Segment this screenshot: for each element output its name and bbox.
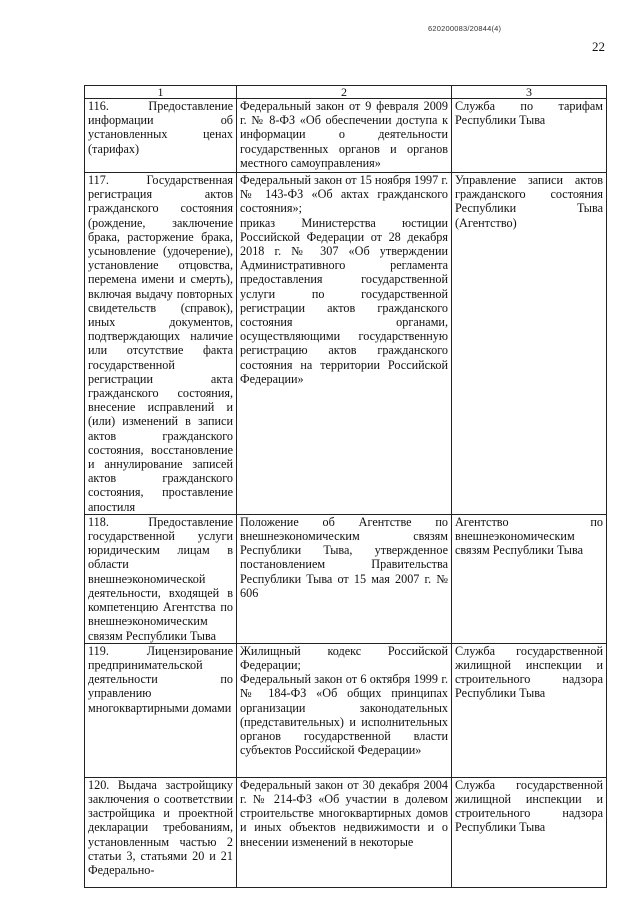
legal-basis-text: Положение об Агентстве по внешнеэкономическим связям Республики Тыва, утвержденное постановлением Правительства Республики Тыва от 15 мая 2007 г. № 606 (240, 514, 448, 600)
service-text: 120. Выдача застройщику заключения о соответствии застройщика и проектной декларации требованиям, установленным частью 2 статьи 3, статьями 20 и 21 Федерально- (88, 777, 233, 877)
authority-text: Служба по тарифам Республики Тыва (455, 99, 603, 128)
page-number: 22 (592, 39, 605, 54)
authority-cell (452, 643, 607, 777)
service-cell (85, 173, 237, 515)
column-header-2: 2 (237, 86, 452, 99)
table-row (85, 777, 607, 887)
legal-basis-cell (237, 173, 452, 515)
service-cell (85, 99, 237, 173)
table-row (85, 514, 607, 643)
service-text: 119. Лицензирование предпринимательской деятельности по управлению многоквартирными домами (88, 643, 233, 715)
authority-text: Служба государственной жилищной инспекции и строительного надзора Республики Тыва (455, 643, 603, 701)
legal-basis-cell (237, 643, 452, 777)
table-row (85, 643, 607, 777)
legal-basis-cell (237, 514, 452, 643)
authority-cell (452, 777, 607, 887)
authority-text: Управление записи актов гражданского состояния Республики Тыва (Агентство) (455, 173, 603, 230)
column-header-3: 3 (452, 86, 607, 99)
legal-basis-cell (237, 777, 452, 887)
table-row (85, 173, 607, 515)
authority-text: Служба государственной жилищной инспекции и строительного надзора Республики Тыва (455, 777, 603, 835)
legal-basis-text: Жилищный кодекс Российской Федерации; Федеральный закон от 6 октября 1999 г. № 184-ФЗ «Об общих принципах организации законодательных (представительных) и исполнительных органов государственной власти субъектов Российской Федерации» (240, 643, 448, 758)
service-cell (85, 643, 237, 777)
service-text: 117. Государственная регистрация актов гражданского состояния (рождение, заключение брака, расторжение брака, усыновление (удочерение), установление отцовства, перемена имени и смерть), включая выдачу повторных свидетельств (справок), иных документов, подтверждающих наличие или отсутствие факта государственной регистрации акта гражданского состояния, внесение исправлений и (или) изменений в записи актов гражданского состояния, восстановление и аннулирование записей актов гражданского состояния, проставление апостиля (88, 173, 233, 514)
table-header-row (85, 86, 607, 99)
document-code: 620200083/20844(4) (428, 24, 502, 33)
authority-cell (452, 514, 607, 643)
authority-text: Агентство по внешнеэкономическим связям Республики Тыва (455, 514, 603, 558)
legal-basis-cell (237, 99, 452, 173)
legal-basis-text: Федеральный закон от 9 февраля 2009 г. № 8-ФЗ «Об обеспечении доступа к информации о деятельности государственных органов и органов местного самоуправления» (240, 99, 448, 170)
column-header-1: 1 (85, 86, 237, 99)
table-row (85, 99, 607, 173)
service-cell (85, 514, 237, 643)
service-cell (85, 777, 237, 887)
legal-basis-text: Федеральный закон от 15 ноября 1997 г. № 143-ФЗ «Об актах гражданского состояния»; приказ Министерства юстиции Российской Федерации от 28 декабря 2018 г. № 307 «Об утверждении Административного регламента предоставления государственной услуги по государственной регистрации актов гражданского состояния органами, осуществляющими государственную регистрацию актов гражданского состояния на территории Российской Федерации» (240, 173, 448, 386)
authority-cell (452, 173, 607, 515)
service-text: 118. Предоставление государственной услуги юридическим лицам в области внешнеэкономической деятельности, входящей в компетенцию Агентства по внешнеэкономическим связям Республики Тыва (88, 514, 233, 643)
service-text: 116. Предоставление информации об установленных ценах (тарифах) (88, 99, 233, 156)
legal-basis-text: Федеральный закон от 30 декабря 2004 г. № 214-ФЗ «Об участии в долевом строительстве многоквартирных домов и иных объектов недвижимости и о внесении изменений в некоторые (240, 777, 448, 849)
services-table (84, 85, 607, 888)
authority-cell (452, 99, 607, 173)
